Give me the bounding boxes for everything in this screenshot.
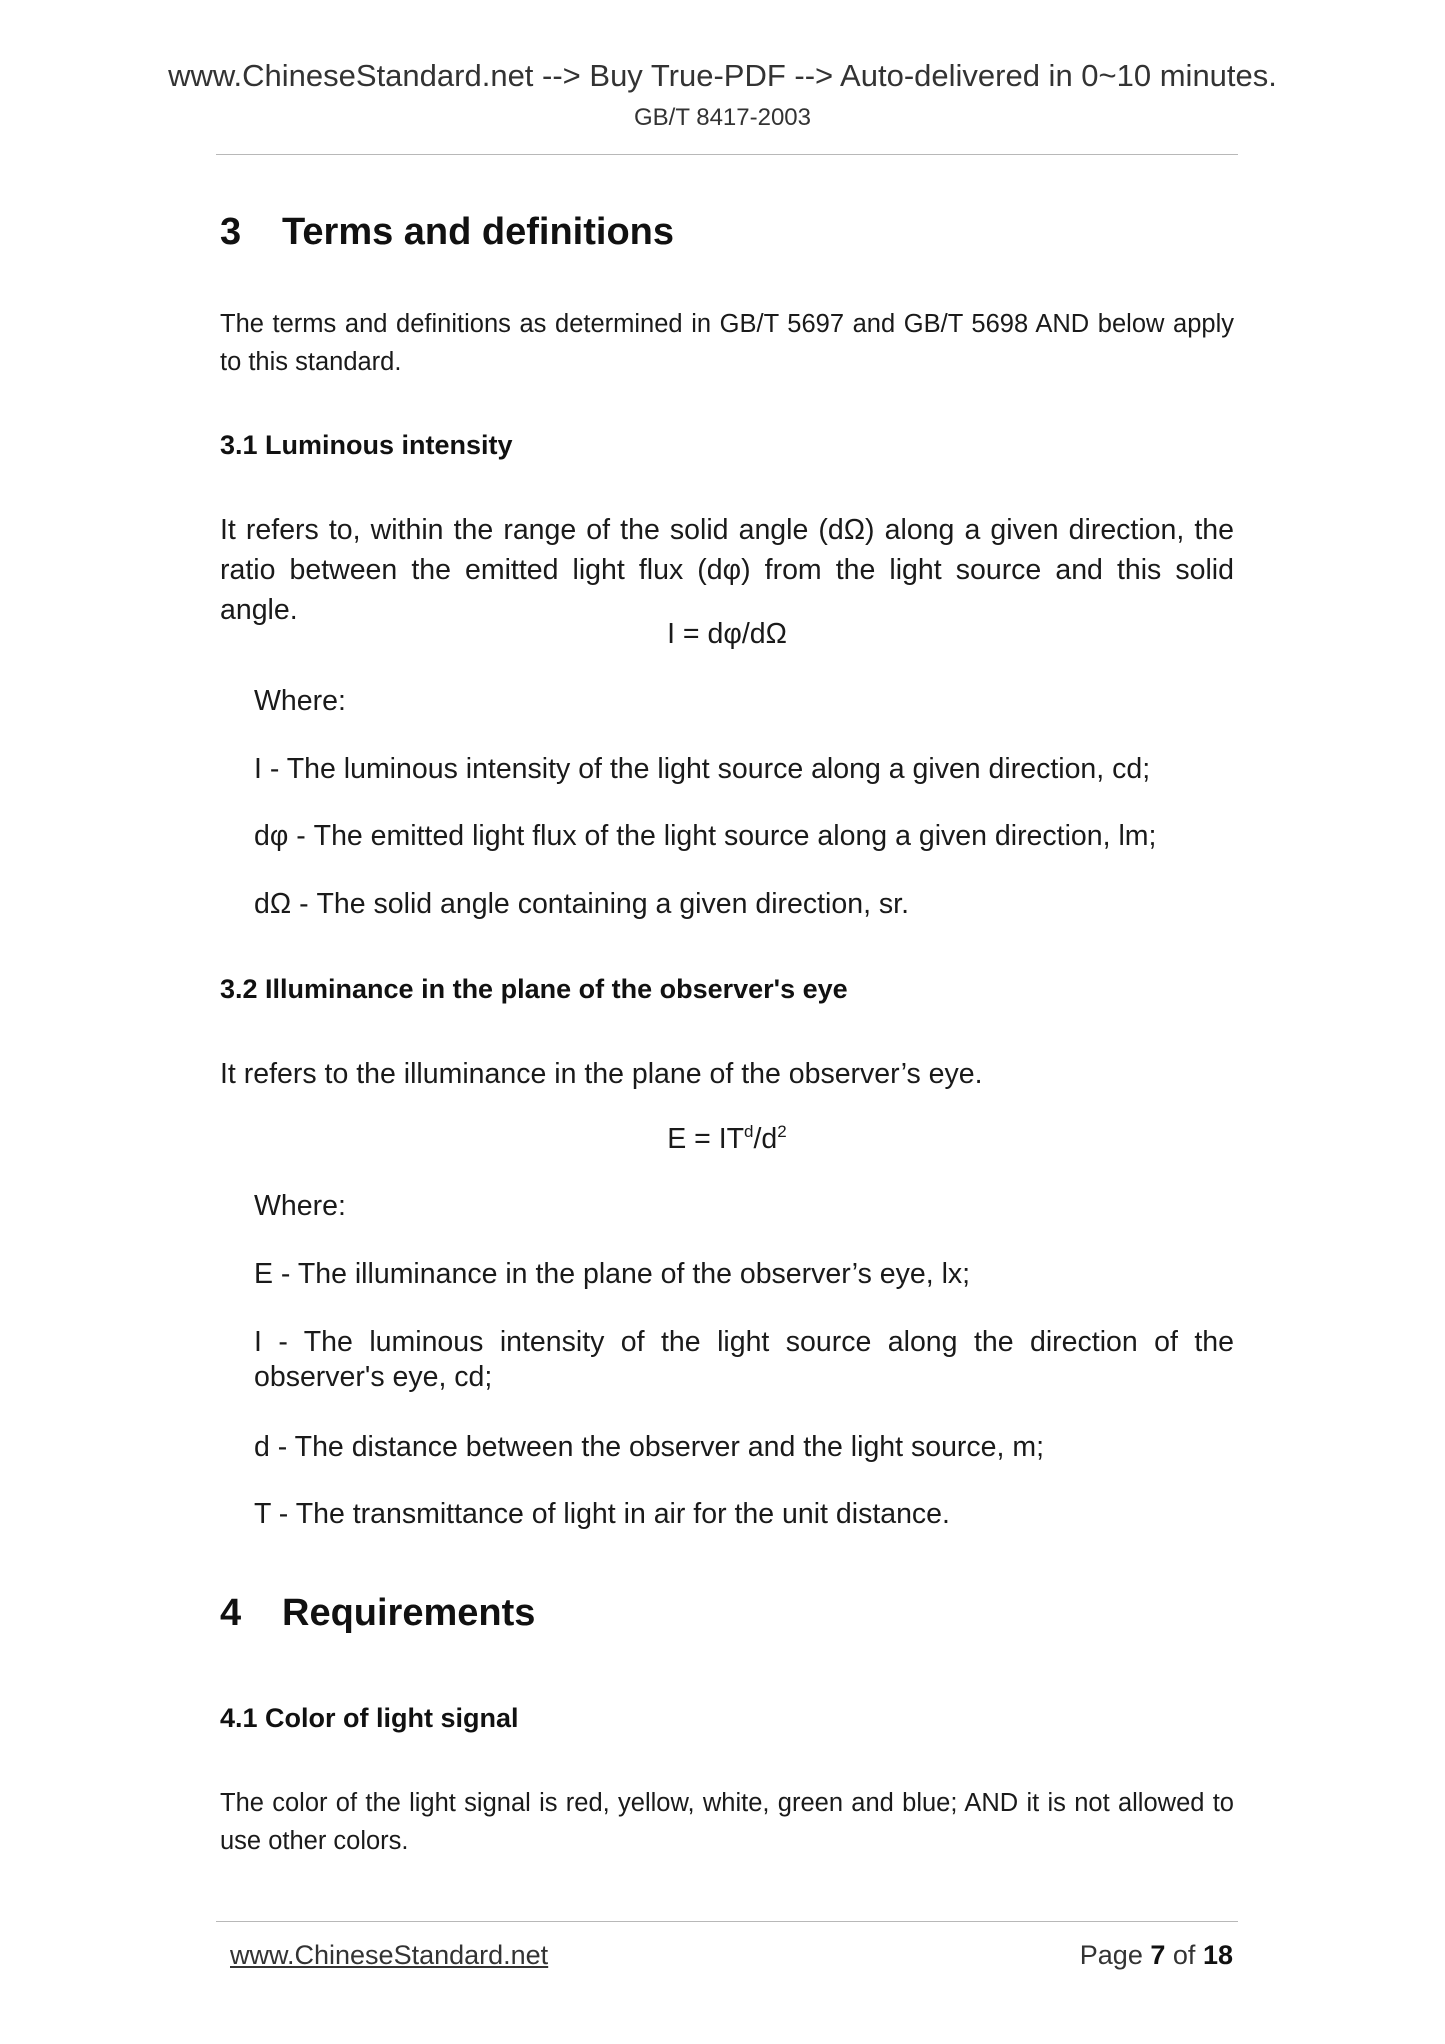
footer-site-link[interactable]: www.ChineseStandard.net bbox=[230, 1940, 549, 1970]
section-3-1-body: It refers to, within the range of the solid angle (dΩ) along a given direction, the ratio between the emitted light flux (dφ) from the light source and this solid angle. bbox=[220, 514, 1234, 626]
section-3-intro: The terms and definitions as determined in GB/T 5697 and GB/T 5698 AND below apply to this standard. bbox=[220, 310, 1234, 376]
equation-illuminance-base: E = IT bbox=[667, 1123, 745, 1155]
equation-illuminance-exp-2: 2 bbox=[777, 1122, 787, 1141]
section-3-2-def-1: E - The illuminance in the plane of the observer’s eye, lx; bbox=[254, 1258, 971, 1290]
section-3-number: 3 bbox=[220, 211, 242, 253]
section-4-1-body: The color of the light signal is red, yellow, white, green and blue; AND it is not allowed to use other colors. bbox=[220, 1789, 1234, 1855]
footer-page-word: Page bbox=[1079, 1940, 1143, 1970]
section-4-number: 4 bbox=[220, 1592, 242, 1634]
section-3-1-def-1: I - The luminous intensity of the light source along a given direction, cd; bbox=[254, 753, 1151, 785]
section-3-title: Terms and definitions bbox=[282, 211, 675, 253]
section-3-2-body: It refers to the illuminance in the plane of the observer’s eye. bbox=[220, 1058, 983, 1090]
equation-illuminance-mid: /d bbox=[753, 1123, 778, 1155]
section-3-2-where: Where: bbox=[254, 1190, 346, 1222]
section-3-2-heading: 3.2 Illuminance in the plane of the observer's eye bbox=[220, 974, 848, 1004]
header-doc-code: GB/T 8417-2003 bbox=[633, 104, 811, 131]
footer-page-of: of bbox=[1172, 1940, 1196, 1970]
footer-divider bbox=[216, 1921, 1238, 1922]
header-banner[interactable]: www.ChineseStandard.net --> Buy True-PDF --> Auto-delivered in 0~10 minutes. bbox=[168, 58, 1277, 93]
header-divider bbox=[216, 154, 1238, 155]
footer-page-total: 18 bbox=[1202, 1940, 1233, 1970]
equation-illuminance-exp-d: d bbox=[744, 1122, 754, 1141]
equation-luminous-intensity: I = dφ/dΩ bbox=[667, 618, 787, 650]
section-4-1-heading: 4.1 Color of light signal bbox=[220, 1703, 519, 1733]
section-3-heading bbox=[220, 211, 674, 254]
footer-page-current: 7 bbox=[1150, 1940, 1166, 1970]
section-3-1-def-3: dΩ - The solid angle containing a given direction, sr. bbox=[254, 888, 910, 920]
section-3-1-where: Where: bbox=[254, 685, 346, 717]
section-4-title: Requirements bbox=[282, 1592, 536, 1634]
section-3-1-heading: 3.1 Luminous intensity bbox=[220, 430, 513, 460]
section-3-2-def-3: d - The distance between the observer and the light source, m; bbox=[254, 1431, 1045, 1463]
equation-illuminance bbox=[220, 1122, 1234, 1156]
section-3-2-def-2: I - The luminous intensity of the light source along the direction of the observer's eye, cd; bbox=[254, 1326, 1234, 1393]
section-4-heading bbox=[220, 1592, 535, 1635]
section-3-2-def-4: T - The transmittance of light in air for the unit distance. bbox=[254, 1498, 950, 1530]
section-3-1-def-2: dφ - The emitted light flux of the light source along a given direction, lm; bbox=[254, 820, 1157, 852]
footer-page-number bbox=[1080, 1940, 1233, 1971]
